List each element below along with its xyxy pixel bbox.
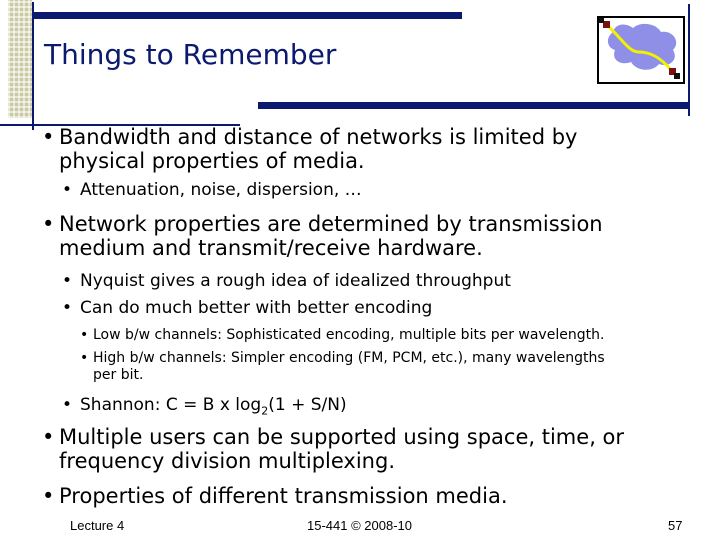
sub-sub-bullet-item (80, 350, 695, 384)
sub-bullet-item (62, 298, 682, 319)
footer-page-number: 57 (668, 518, 683, 533)
bullet-marker: • (42, 425, 55, 449)
slide-title: Things to Remember (44, 38, 337, 71)
bullet-item (42, 484, 682, 508)
bullet-text-line: Nyquist gives a rough idea of idealized throughput (80, 271, 511, 291)
formula-prefix: Shannon: C = B x log (80, 395, 262, 415)
shannon-formula (62, 395, 682, 421)
bullet-marker: • (42, 212, 55, 236)
sub-bullet-item (62, 180, 682, 201)
footer-course: 15-441 © 2008-10 (307, 518, 412, 533)
bullet-marker: • (42, 125, 55, 149)
bullet-text-line: Properties of different transmission media. (59, 484, 508, 508)
bullet-marker: • (62, 271, 73, 291)
sub-bullet-item (62, 395, 682, 421)
sub-bullet-item (62, 271, 682, 292)
bullet-marker: • (42, 484, 55, 508)
bullet-item (42, 425, 682, 473)
bullet-item (42, 125, 682, 173)
footer-lecture: Lecture 4 (70, 518, 125, 533)
bullet-text-line: frequency division multiplexing. (59, 449, 395, 473)
bullet-text-line: medium and transmit/receive hardware. (59, 236, 483, 260)
bullet-item (42, 212, 682, 260)
bullet-text-line: Network properties are determined by transmission (59, 212, 603, 236)
bullet-marker: • (62, 395, 73, 415)
bullet-text-line: Low b/w channels: Sophisticated encoding, multiple bits per wavelength. (93, 327, 605, 343)
bullet-text-line: Bandwidth and distance of networks is limited by (59, 125, 578, 149)
bullet-text-line: Can do much better with better encoding (80, 298, 433, 318)
bullet-marker: • (80, 350, 89, 366)
formula-suffix: (1 + S/N) (268, 395, 347, 415)
bullet-text-line: per bit. (93, 367, 144, 383)
bullet-marker: • (62, 180, 73, 200)
bullet-text-line: Attenuation, noise, dispersion, … (80, 180, 362, 200)
bullet-text-line: High b/w channels: Simpler encoding (FM, PCM, etc.), many wavelengths (93, 350, 605, 366)
bullet-text-line: physical properties of media. (59, 149, 365, 173)
bullet-marker: • (62, 298, 73, 318)
sub-sub-bullet-item (80, 327, 695, 344)
bullet-marker: • (80, 327, 89, 343)
bullet-text-line: Multiple users can be supported using space, time, or (59, 425, 625, 449)
formula-subscript: 2 (261, 404, 269, 418)
